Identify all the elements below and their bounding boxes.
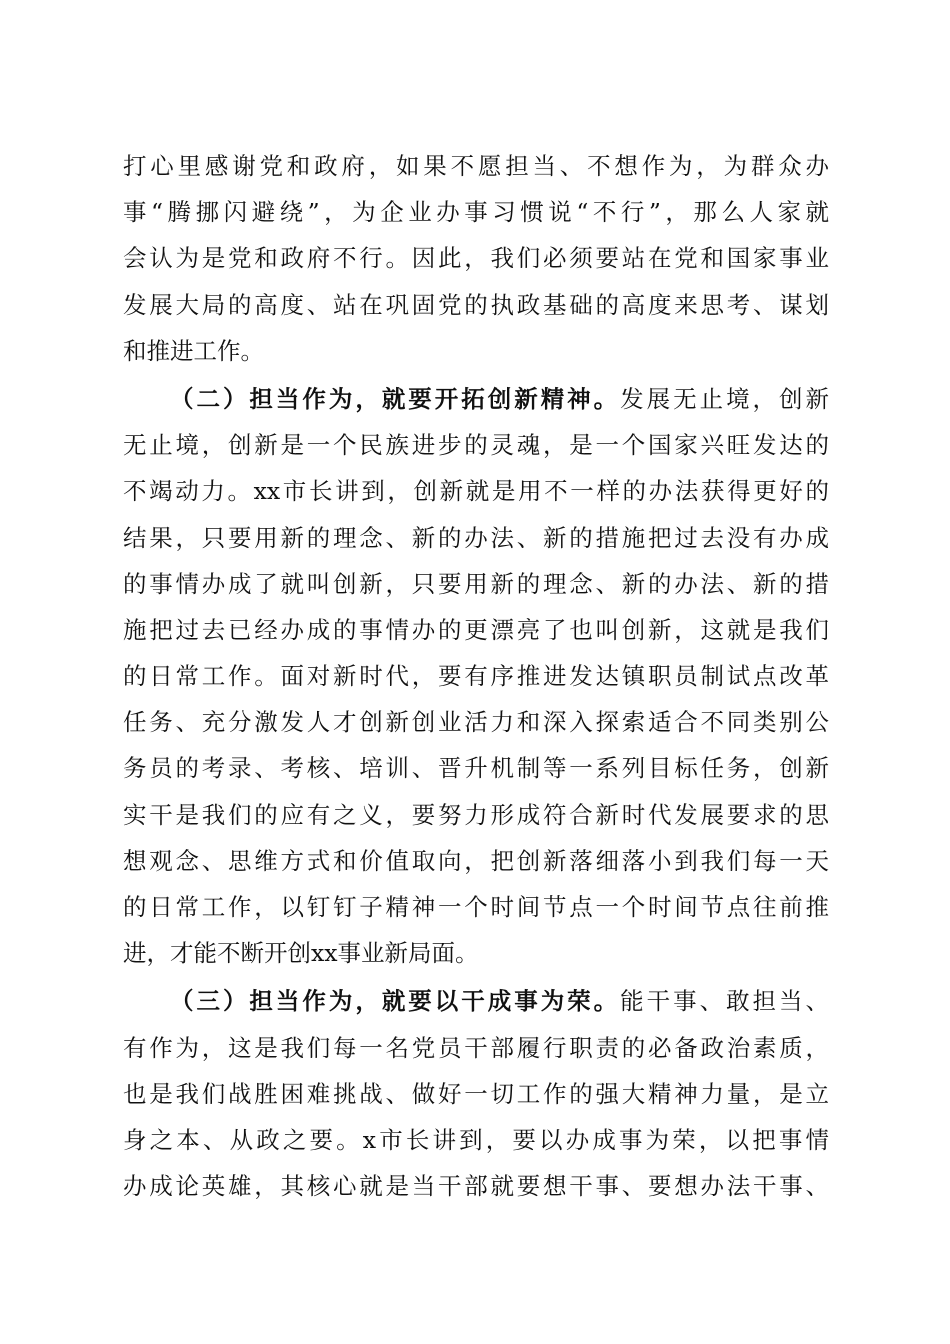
paragraph-2-line: 想观念、思维方式和价值取向，把创新落细落小到我们每一天 (123, 846, 829, 875)
document-body (123, 143, 829, 1209)
paragraph-3-first-line (123, 978, 829, 1024)
paragraph-1-line: 发展大局的高度、站在巩固党的执政基础的高度来思考、谋划 (123, 290, 829, 319)
paragraph-1-line: 和推进工作。 (123, 336, 264, 365)
section-3-heading: （三）担当作为，就要以干成事为荣。 (170, 987, 621, 1016)
paragraph-2-line: 务员的考录、考核、培训、晋升机制等一系列目标任务，创新 (123, 754, 829, 783)
paragraph-2-line: 的日常工作，以钉钉子精神一个时间节点一个时间节点往前推 (123, 893, 829, 921)
paragraph-2-line: 实干是我们的应有之义，要努力形成符合新时代发展要求的思 (123, 800, 829, 829)
paragraph-2-line: 不竭动力。xx市长讲到，创新就是用不一样的办法获得更好的 (123, 477, 829, 506)
paragraph-2-line: 的事情办成了就叫创新，只要用新的理念、新的办法、新的措 (123, 569, 829, 598)
paragraph-2-line: 无止境，创新是一个民族进步的灵魂，是一个国家兴旺发达的 (123, 431, 829, 460)
paragraph-2-line: 的日常工作。面对新时代，要有序推进发达镇职员制试点改革 (123, 662, 829, 691)
paragraph-2-line: 进，才能不断开创xx事业新局面。 (123, 939, 479, 968)
paragraph-3-line: 办成论英雄，其核心就是当干部就要想干事、要想办法干事、 (123, 1172, 829, 1201)
paragraph-1-line: 事“腾挪闪避绕”，为企业办事习惯说“不行”，那么人家就 (123, 198, 829, 227)
paragraph-2-first-line (123, 376, 829, 422)
paragraph-3-line: 身之本、从政之要。x市长讲到，要以办成事为荣，以把事情 (123, 1125, 829, 1154)
paragraph-2-line: 施把过去已经办成的事情办的更漂亮了也叫创新，这就是我们 (123, 615, 829, 644)
paragraph-3-line: 也是我们战胜困难挑战、做好一切工作的强大精神力量，是立 (123, 1079, 829, 1108)
paragraph-1-line: 打心里感谢党和政府，如果不愿担当、不想作为，为群众办 (123, 152, 829, 180)
paragraph-3-line: 有作为，这是我们每一名党员干部履行职责的必备政治素质， (123, 1033, 829, 1062)
paragraph-3-text: 能干事、敢担当、 (620, 987, 830, 1016)
paragraph-2-line: 结果，只要用新的理念、新的办法、新的措施把过去没有办成 (123, 523, 829, 552)
paragraph-1-line: 会认为是党和政府不行。因此，我们必须要站在党和国家事业 (123, 244, 829, 273)
section-2-heading: （二）担当作为，就要开拓创新精神。 (170, 384, 621, 413)
paragraph-2-text: 发展无止境，创新 (620, 384, 830, 413)
paragraph-2-line: 任务、充分激发人才创新创业活力和深入探索适合不同类别公 (123, 708, 829, 737)
